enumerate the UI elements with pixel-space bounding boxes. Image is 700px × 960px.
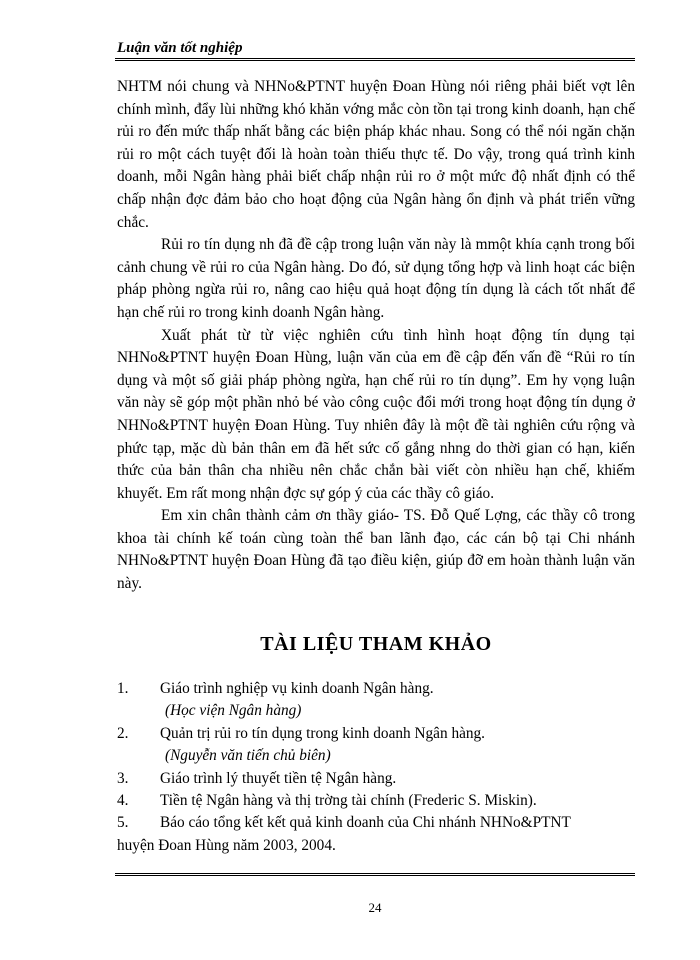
paragraph-4: Em xin chân thành cảm ơn thầy giáo- TS. Đỗ Quế Lợng, các thầy cô trong khoa tài chính kế toán cùng toàn thể ban lãnh đạo, các cán bộ tại Chi nhánh NHNo&PTNT huyện Đoan Hùng đã tạo điều kiện, giúp đỡ em hoàn thành luận văn này.: [117, 507, 635, 593]
references-list: [117, 678, 635, 857]
running-header-title: Luận văn tốt nghiệp: [117, 40, 243, 56]
paragraph-3: Xuất phát từ từ việc nghiên cứu tình hình hoạt động tín dụng tại NHNo&PTNT huyện Đoan Hùng, luận văn của em đề cập đến vấn đề “Rủi ro tín dụng và một số giải pháp phòng ngừa, hạn chế rủi ro tín dụng”. Em hy vọng luận văn này sẽ góp một phần nhỏ bé vào công cuộc đổi mới trong hoạt động tín dụng ở NHNo&PTNT huyện Đoan Hùng. Tuy nhiên đây là một đề tài nghiên cứu rộng và phức tạp, mặc dù bản thân em đã hết sức cố gắng nhng do thời gian có hạn, kiến thức của bản thân cha nhiều nên chắc chắn bài viết còn nhiều hạn chế, khiếm khuyết. Em rất mong nhận đợc sự góp ý của các thầy cô giáo.: [117, 326, 635, 502]
reference-text-continued: huyện Đoan Hùng năm 2003, 2004.: [117, 836, 336, 854]
reference-item-1: [117, 678, 635, 700]
reference-number: 4.: [117, 792, 129, 810]
paragraph-1: NHTM nói chung và NHNo&PTNT huyện Đoan Hùng nói riêng phải biết vợt lên chính mình, đẩy lùi những khó khăn vớng mắc còn tồn tại trong kinh doanh, hạn chế rủi ro đến mức thấp nhất bằng các biện pháp khác nhau. Song có thể nói ngăn chặn rủi ro một cách tuyệt đối là hoàn toàn thiếu thực tế. Do vậy, trong quá trình kinh doanh, mỗi Ngân hàng phải biết chấp nhận rủi ro ở một mức độ nhất định có thể chấp nhận đợc đảm bảo cho hoạt động của Ngân hàng ổn định và phát triển vững chắc.: [117, 78, 635, 231]
reference-source: (Nguyễn văn tiến chủ biên): [165, 747, 331, 765]
page-number: 24: [368, 900, 382, 915]
reference-item-2: [117, 723, 635, 745]
reference-text: Giáo trình nghiệp vụ kinh doanh Ngân hàng.: [160, 680, 434, 697]
reference-text: Tiền tệ Ngân hàng và thị trờng tài chính (Frederic S. Miskin).: [160, 792, 537, 810]
body-text: [117, 76, 635, 596]
references-heading: TÀI LIỆU THAM KHẢO: [260, 633, 492, 655]
reference-number: 5.: [117, 814, 129, 832]
reference-item-5: [117, 812, 635, 834]
reference-number: 2.: [117, 724, 129, 742]
reference-number: 3.: [117, 769, 129, 787]
reference-number: 1.: [117, 680, 129, 697]
paragraph-2: Rủi ro tín dụng nh đã đề cập trong luận văn này là mmột khía cạnh trong bối cảnh chung về rủi ro của Ngân hàng. Do đó, sử dụng tổng hợp và linh hoạt các biện pháp phòng ngừa rủi ro, nâng cao hiệu quả hoạt động tín dụng là cách tốt nhất để hạn chế rủi ro trong kinh doanh Ngân hàng.: [117, 236, 635, 321]
header-rule: [115, 58, 635, 61]
reference-text: Giáo trình lý thuyết tiền tệ Ngân hàng.: [160, 769, 397, 787]
reference-item-3: [117, 768, 635, 790]
reference-source: (Học viện Ngân hàng): [165, 702, 302, 720]
reference-text: Báo cáo tổng kết kết quả kinh doanh của Chi nhánh NHNo&PTNT: [160, 814, 571, 832]
reference-text: Quản trị rủi ro tín dụng trong kinh doanh Ngân hàng.: [160, 724, 486, 742]
reference-item-4: [117, 790, 635, 812]
footer-rule: [115, 873, 635, 876]
